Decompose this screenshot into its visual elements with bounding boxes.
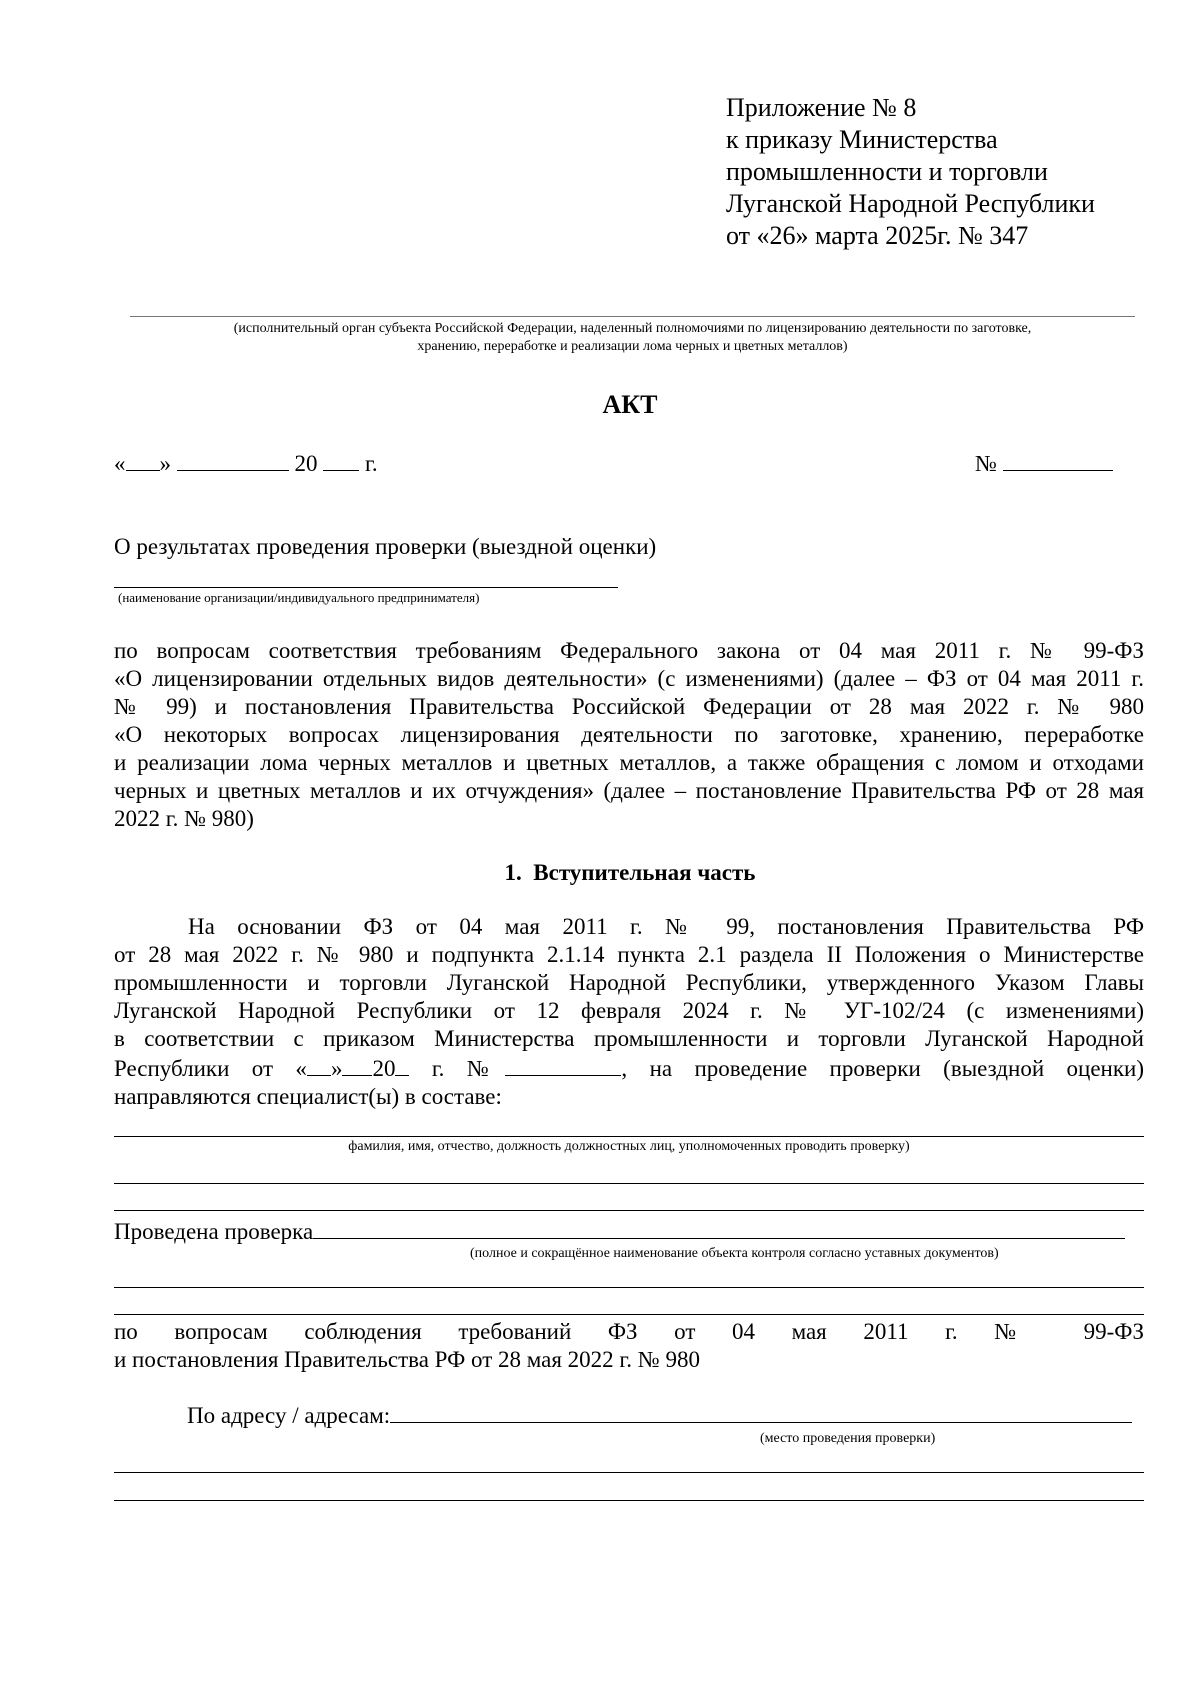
appendix-line: Луганской Народной Республики: [726, 189, 1095, 218]
order-year-field[interactable]: [395, 1053, 409, 1076]
specialists-caption: фамилия, имя, отчество, должность должностных лиц, уполномоченных проводить проверку): [348, 1139, 910, 1154]
organization-caption: (наименование организации/индивидуального предпринимателя): [118, 590, 480, 605]
subject-line: О результатах проведения проверки (выездной оценки): [114, 534, 657, 559]
specialists-line-1[interactable]: [114, 1136, 1144, 1137]
month-field[interactable]: [177, 448, 289, 471]
appendix-line: промышленности и торговли: [726, 157, 1048, 186]
address-line-2[interactable]: [114, 1472, 1144, 1473]
document-title: АКТ: [602, 390, 658, 419]
section1-paragraph: На основании ФЗ от 04 мая 2011 г. № 99, постановления Правительства РФ от 28 мая 2022 г. № 980 и подпункта 2.1.14 пункта 2.1 раздела II Положения о Министерстве промышленности и торговли Луганской Народной Республики, утвержденного Указом Главы Луганской Народной Республики от 12 февраля 2024 г. № УГ-102/24 (с изменениями) в соответствии с приказом Министерства промышленности и торговли Луганской Народной Республики от « » 20 г. № , на проведение проверки (выездной оценки) направляются специалист(ы) в составе:: [114, 914, 1144, 1109]
order-month-field[interactable]: [342, 1053, 372, 1076]
intro-paragraph: по вопросам соответствия требованиям Федерального закона от 04 мая 2011 г. № 99-ФЗ «О лицензировании отдельных видов деятельности» (с изменениями) (далее – ФЗ от 04 мая 2011 г. № 99) и постановления Правительства Российской Федерации от 28 мая 2022 г. № 980 «О некоторых вопросах лицензирования деятельности по заготовке, хранению, переработке и реализации лома черных металлов и цветных металлов, а также обращения с ломом и отходами черных и цветных металлов и их отчуждения» (далее – постановление Правительства РФ от 28 мая 2022 г. № 980): [114, 638, 1144, 831]
order-number-field[interactable]: [505, 1053, 621, 1076]
inspected-line-3[interactable]: [114, 1314, 1144, 1315]
authority-line: [130, 316, 1135, 317]
compliance-paragraph: по вопросам соблюдения требований ФЗ от 04 мая 2011 г. № 99-ФЗ и постановления Правительства РФ от 28 мая 2022 г. № 980: [114, 1319, 1144, 1372]
inspected-caption: (полное и сокращённое наименование объекта контроля согласно уставных документов): [470, 1246, 999, 1261]
appendix-block: [726, 92, 1166, 252]
act-number-field[interactable]: [1003, 448, 1113, 471]
order-line: Республики от « » 20 г. № , на проведение проверки (выездной оценки): [114, 1053, 1144, 1083]
address-field[interactable]: [390, 1400, 1132, 1423]
section-heading: 1. Вступительная часть: [504, 860, 756, 885]
inspected-object-field[interactable]: [313, 1216, 1125, 1239]
day-field[interactable]: [126, 448, 160, 471]
inspected-row: Проведена проверка: [114, 1216, 1125, 1245]
authority-caption: (исполнительный орган субъекта Российской Федерации, наделенный полномочиями по лицензированию деятельности по заготовке, хранению, переработке и реализации лома черных и цветных металлов): [233, 321, 1032, 354]
specialists-line-3[interactable]: [114, 1210, 1144, 1211]
appendix-line: от «26» марта 2025г. № 347: [726, 221, 1029, 250]
specialists-line-2[interactable]: [114, 1183, 1144, 1184]
act-number: №: [975, 448, 1113, 477]
organization-line: [114, 587, 618, 588]
date-line: « » 20 г.: [114, 448, 378, 477]
inspected-line-2[interactable]: [114, 1287, 1144, 1288]
address-row: По адресу / адресам:: [187, 1400, 1132, 1429]
year-field[interactable]: [323, 448, 359, 471]
appendix-line: Приложение № 8: [726, 93, 917, 122]
order-day-field[interactable]: [307, 1053, 331, 1076]
appendix-line: к приказу Министерства: [726, 125, 998, 154]
address-line-3[interactable]: [114, 1500, 1144, 1501]
address-caption: (место проведения проверки): [760, 1431, 936, 1446]
